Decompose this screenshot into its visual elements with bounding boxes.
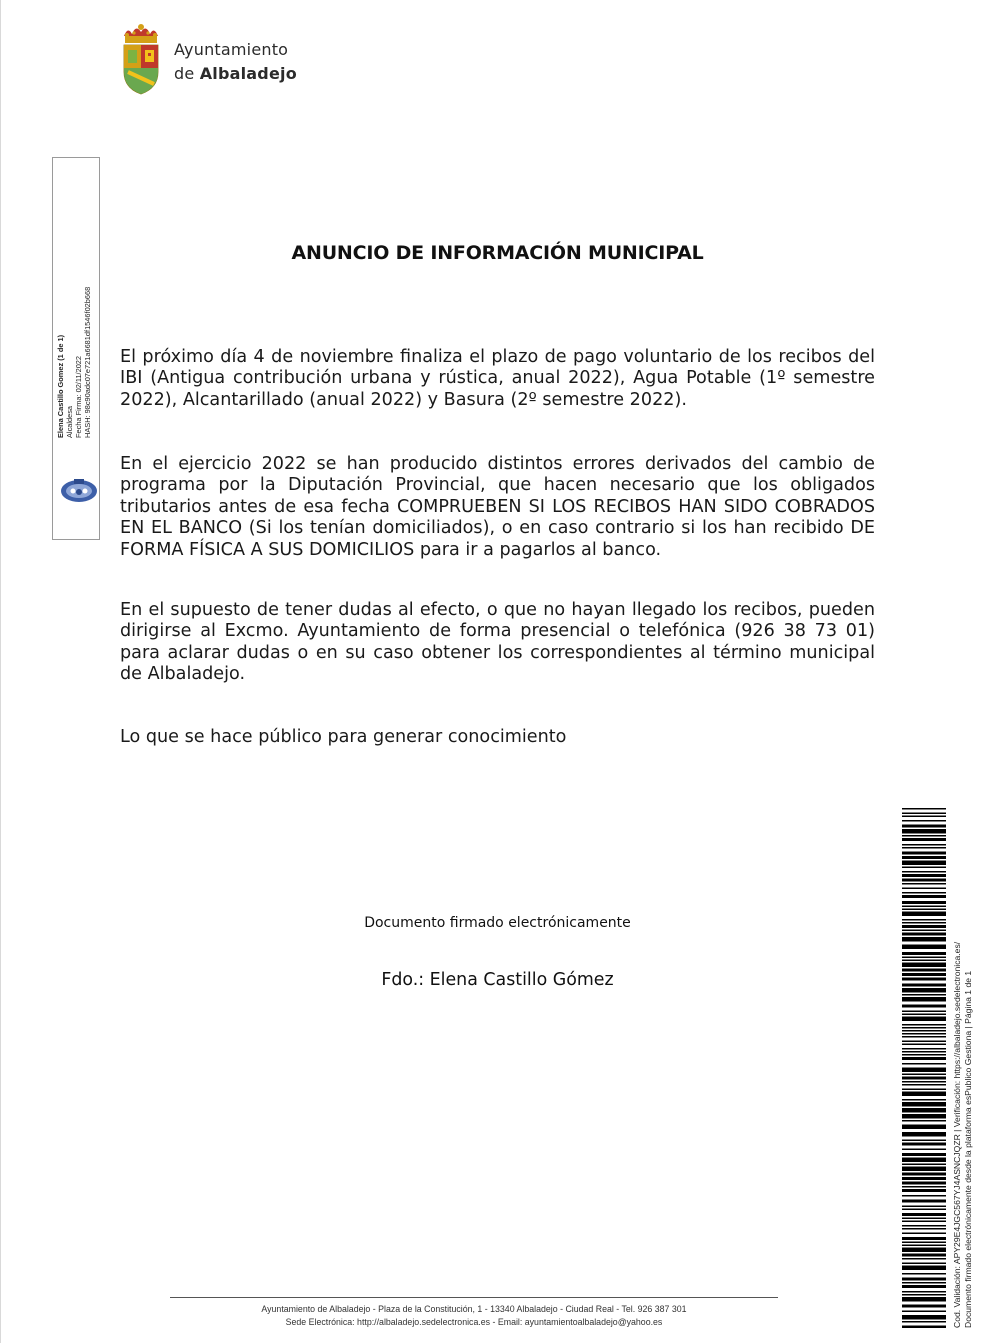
barcode-bar [902,933,946,936]
barcode-bar [902,988,946,993]
stamp-date: Fecha Firma: 02/11/2022 [74,355,83,438]
barcode-bar [902,856,946,859]
barcode-bar [902,1225,946,1227]
barcode-bar [902,1311,946,1313]
barcode-bar [902,1242,946,1244]
barcode-bar [902,1108,946,1113]
paragraph: En el ejercicio 2022 se han producido distintos errores derivados del cambio de programa por la Diputación Provincial, que hacen necesario que los obligados tributarios antes de esa fecha COMPRUEBEN SI LOS RECIBOS HAN SIDO COBRADOS EN EL BANCO (Si los tenían domiciliados), o en caso contrario si los han recibido DE FORMA FÍSICA A SUS DOMICILIOS para ir a pagarlos al banco. [120,454,875,560]
barcode-bar [902,912,946,917]
barcode-bar [902,1158,946,1163]
barcode-bar [902,937,946,942]
barcode-bar [902,1228,946,1230]
barcode-bar [902,1036,946,1038]
barcode-bar [902,1044,946,1046]
barcode-bar [902,1048,946,1050]
barcode-bar [902,1077,946,1080]
barcode-bar [902,847,946,849]
barcode-icon [902,808,946,1328]
org-line1: Ayuntamiento [174,40,289,59]
barcode-bar [902,883,946,885]
barcode-bar [902,1092,946,1097]
footer-contact: Sede Electrónica: http://albaladejo.sedelectronica.es - Email: ayuntamientoalbaladejo@yahoo.es [285,1317,663,1327]
barcode-bar [902,835,946,837]
barcode-bar [902,1102,946,1107]
barcode-bar [902,1063,946,1065]
barcode-bar [902,1005,946,1008]
barcode-bar [902,1209,946,1211]
org-line2-prefix: de [174,64,195,83]
barcode-bar [902,1315,946,1320]
barcode-bar [902,919,946,921]
barcode-bar [902,1149,946,1151]
barcode-bar [902,892,946,894]
barcode-bar [902,1011,946,1013]
barcode-bar [902,1089,946,1091]
barcode-bar [902,960,946,962]
barcode-bar [902,1143,946,1146]
barcode-bar [902,1125,946,1130]
barcode-bar [902,808,946,810]
barcode-bar [902,984,946,987]
barcode-bar [902,1140,946,1142]
barcode-bar [902,1051,946,1053]
barcode-bar [902,1291,946,1293]
validation-line1: Cod. Validación: APY29E4JGC567YJ4ASNCJQZR | Verificación: https://albaladejo.sedelectronica.es/ [952,941,962,1328]
barcode-bar [902,1068,946,1073]
barcode-bar [902,1027,946,1029]
paragraph: El próximo día 4 de noviembre finaliza el plazo de pago voluntario de los recibos del IBI (Antigua contribución urbana y rústica, anual 2022), Agua Potable (1º semestre 2022), Alcantarillado (anual 2022) y Basura (2º semestre 2022). [120,347,875,410]
barcode-bar [902,1120,946,1122]
barcode-bar [902,1278,946,1281]
barcode-bar [902,861,946,866]
barcode-bar [902,1266,946,1271]
barcode-bar [902,825,946,828]
barcode-bar [902,1177,946,1180]
barcode-bar [902,997,946,1002]
barcode-bar [902,1114,946,1119]
org-line2 [174,62,297,86]
barcode-bar [902,1167,946,1172]
barcode-bar [902,829,946,834]
barcode-bar [902,1017,946,1022]
barcode-bar [902,1285,946,1288]
footer-address: Ayuntamiento de Albaladejo - Plaza de la Constitución, 1 - 13340 Albaladejo - Ciudad Real - Tel. 926 387 301 [261,1304,687,1314]
barcode-bar [902,871,946,873]
barcode-bar [902,1074,946,1076]
barcode-bar [902,1305,946,1308]
barcode-bar [902,1014,946,1016]
barcode-bar [902,1263,946,1265]
signature-line: Fdo.: Elena Castillo Gómez [381,970,614,990]
barcode-bar [902,1132,946,1137]
barcode-bar [902,1248,946,1253]
barcode-bar [902,1221,946,1223]
barcode-bar [902,813,946,815]
barcode-bar [902,925,946,928]
barcode-bar [902,1099,946,1101]
barcode-bar [902,978,946,981]
footer [170,1303,778,1329]
footer-divider [170,1297,778,1298]
barcode-bar [902,952,946,955]
barcode-bar [902,1200,946,1203]
barcode-bar [902,879,946,882]
barcode-bar [902,888,946,890]
seal-icon [59,475,99,505]
barcode-bar [902,930,946,932]
barcode-bar [902,1030,946,1032]
validation-line2: Documento firmado electrónicamente desde la plataforma esPublico Gestiona | Página 1 de 1 [963,970,973,1328]
org-line2-name: Albaladejo [199,64,297,83]
barcode-bar [902,1297,946,1302]
barcode-bar [902,1213,946,1216]
barcode-bar [902,1033,946,1035]
barcode-bar [902,844,946,846]
barcode-bar [902,1206,946,1208]
barcode-bar [902,1186,946,1188]
barcode-bar [902,874,946,877]
barcode-bar [902,1273,946,1275]
barcode-bar [902,906,946,908]
stamp-role: Alcaldesa [65,405,74,438]
barcode-bar [902,1321,946,1323]
barcode-bar [902,973,946,976]
barcode-bar [902,1084,946,1086]
barcode-bar [902,1218,946,1220]
barcode-bar [902,994,946,996]
barcode-bar [902,867,946,869]
barcode-bar [902,895,946,898]
barcode-bar [902,922,946,924]
barcode-bar [902,1164,946,1166]
barcode-bar [902,1153,946,1156]
barcode-bar [902,1189,946,1192]
barcode-bar [902,820,946,822]
barcode-bar [902,1326,946,1329]
barcode-bar [902,1024,946,1026]
barcode-bar [902,1182,946,1185]
stamp-text [56,268,92,438]
coat-of-arms-icon [118,22,164,96]
barcode-bar [902,1195,946,1197]
barcode-bar [902,1237,946,1240]
validation-text [952,808,974,1328]
signed-note: Documento firmado electrónicamente [364,915,631,931]
barcode-bar [902,1081,946,1083]
barcode-bar [902,1041,946,1043]
barcode-bar [902,901,946,904]
closing-paragraph: Lo que se hace público para generar conocimiento [120,727,567,747]
barcode-bar [902,1173,946,1176]
organization-name [174,38,297,86]
paragraph: En el supuesto de tener dudas al efecto, o que no hayan llegado los recibos, pueden dirigirse al Excmo. Ayuntamiento de forma presencial o telefónica (926 38 73 01) para aclarar dudas o en su caso obtener los correspondientes al término municipal de Albaladejo. [120,600,875,685]
barcode-bar [902,1233,946,1235]
barcode-bar [902,945,946,950]
barcode-bar [902,852,946,855]
barcode-bar [902,1054,946,1056]
barcode-bar [902,1294,946,1296]
stamp-hash: HASH: 98c90adc07e721a6681df1546f02b668 [83,286,92,438]
barcode-bar [902,1245,946,1247]
barcode-bar [902,816,946,818]
barcode-bar [902,1057,946,1060]
barcode-bar [902,1258,946,1260]
barcode-bar [902,1282,946,1284]
barcode-bar [902,969,946,972]
barcode-bar [902,1254,946,1257]
barcode-bar [902,957,946,959]
document-title: ANUNCIO DE INFORMACIÓN MUNICIPAL [291,242,704,264]
stamp-signer: Elena Castillo Gomez (1 de 1) [56,334,65,438]
barcode-bar [902,838,946,841]
barcode-bar [902,963,946,968]
barcode-bar [902,909,946,911]
